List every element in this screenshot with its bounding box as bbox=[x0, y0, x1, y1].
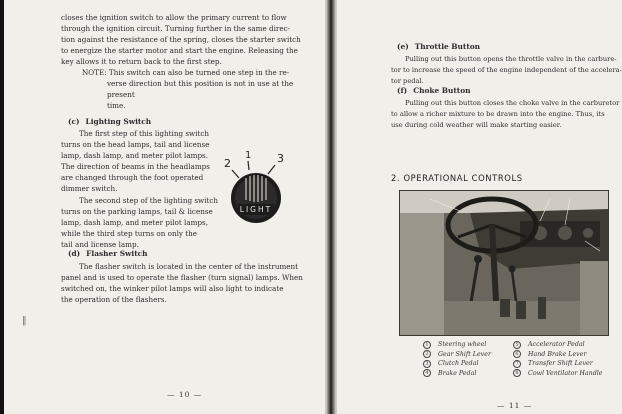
text-line: tor pedal. bbox=[391, 76, 424, 85]
text-line: tor to increase the speed of the engine independent of the accelera- bbox=[391, 65, 622, 74]
throttle-button-heading bbox=[397, 42, 480, 53]
legend-item bbox=[513, 369, 602, 379]
page-number-right: — 11 — bbox=[497, 401, 533, 410]
heading-label: (c) bbox=[68, 117, 80, 126]
heading-title: Throttle Button bbox=[414, 42, 481, 51]
legend-item bbox=[513, 359, 602, 369]
book-gutter bbox=[326, 0, 336, 414]
text-line: NOTE: This switch can also be turned one step in the re- bbox=[82, 68, 290, 77]
text-line: lamp, dash lamp, and meter pilot lamps, bbox=[61, 217, 209, 227]
heading-label: (f) bbox=[397, 86, 408, 95]
legend-label: Brake Pedal bbox=[438, 369, 477, 377]
text-line: tail and license lamp. bbox=[61, 239, 139, 249]
text-line: The second step of the lighting switch bbox=[79, 196, 219, 205]
legend-label: Cowl Ventilator Handle bbox=[528, 369, 603, 377]
legend-number: 3 bbox=[423, 360, 431, 368]
text-line: panel and is used to operate the flasher (turn signal) lamps. When bbox=[61, 272, 303, 282]
legend-label: Accelerator Pedal bbox=[528, 341, 585, 348]
lighting-paragraph-2 bbox=[61, 196, 219, 251]
legend-item bbox=[423, 359, 491, 369]
intro-paragraph bbox=[61, 13, 309, 68]
legend-label: Clutch Pedal bbox=[438, 360, 479, 368]
legend-label: Gear Shift Lever bbox=[438, 350, 491, 358]
choke-paragraph bbox=[391, 98, 622, 131]
heading-title: Lighting Switch bbox=[85, 117, 152, 126]
text-line: turns on the parking lamps, tail & license bbox=[61, 206, 213, 216]
choke-button-heading bbox=[397, 86, 471, 97]
flasher-paragraph bbox=[61, 262, 315, 306]
controls-legend-left bbox=[423, 340, 491, 378]
legend-number: 5 bbox=[513, 341, 521, 349]
heading-title: Choke Button bbox=[413, 86, 471, 95]
text-line: closes the ignition switch to allow the primary current to flow bbox=[61, 13, 287, 22]
legend-number: 4 bbox=[423, 369, 431, 377]
text-line: tion against the resistance of the spring, closes the starter switch bbox=[61, 34, 301, 44]
text-line: turns on the head lamps, tail and license bbox=[61, 139, 210, 149]
heading-title: Flasher Switch bbox=[86, 249, 148, 258]
page-number-left: — 10 — bbox=[167, 390, 203, 399]
text-line: Pulling out this button opens the throttle valve in the carbure- bbox=[405, 55, 617, 63]
text-line: The direction of beams in the headlamps bbox=[61, 161, 210, 171]
cab-interior-photo bbox=[399, 190, 609, 336]
legend-item bbox=[513, 340, 602, 350]
legend-item bbox=[423, 369, 491, 379]
text-line: dimmer switch. bbox=[61, 183, 118, 193]
legend-item bbox=[513, 350, 602, 360]
left-page bbox=[4, 0, 326, 414]
legend-item bbox=[423, 340, 491, 350]
text-line: to allow a richer mixture to be drawn into the engine. Thus, its bbox=[391, 109, 605, 118]
lighting-paragraph-1 bbox=[61, 129, 219, 194]
binding-mark: ‖ bbox=[22, 316, 27, 326]
legend-label: Steering wheel bbox=[438, 341, 487, 348]
dial-label: LIGHT bbox=[239, 205, 273, 214]
text-line: key allows it to return back to the first step. bbox=[61, 56, 222, 66]
text-line: switched on, the winker pilot lamps will also light to indicate bbox=[61, 283, 284, 293]
text-line: verse direction but this position is not in use at the present bbox=[107, 78, 294, 99]
dial-position-3: 3 bbox=[277, 152, 284, 165]
dial-position-2: 2 bbox=[224, 157, 231, 170]
section-title: 2. OPERATIONAL CONTROLS bbox=[391, 173, 523, 183]
legend-number: 2 bbox=[423, 350, 431, 358]
legend-label: Hand Brake Lever bbox=[528, 350, 587, 358]
text-line: use during cold weather will make starting easier. bbox=[391, 120, 562, 129]
note-paragraph bbox=[82, 68, 310, 112]
legend-number: 7 bbox=[513, 360, 521, 368]
text-line: time. bbox=[107, 100, 126, 110]
heading-label: (d) bbox=[68, 249, 81, 258]
text-line: through the ignition circuit. Turning further in the same direc- bbox=[61, 23, 291, 33]
dial-position-1: 1 bbox=[245, 150, 252, 161]
text-line: The first step of this lighting switch bbox=[79, 129, 210, 138]
legend-label: Transfer Shift Lever bbox=[528, 360, 593, 368]
text-line: lamp, dash lamp, and meter pilot lamps. bbox=[61, 150, 209, 160]
lighting-switch-heading bbox=[68, 117, 151, 128]
legend-number: 6 bbox=[513, 350, 521, 358]
legend-number: 1 bbox=[423, 341, 431, 349]
throttle-paragraph bbox=[391, 54, 622, 87]
flasher-switch-heading bbox=[68, 249, 148, 260]
light-switch-dial-illustration bbox=[222, 150, 294, 230]
controls-legend-right bbox=[513, 340, 602, 378]
text-line: The flasher switch is located in the center of the instrument bbox=[79, 262, 299, 271]
text-line: are changed through the foot operated bbox=[61, 172, 204, 182]
legend-number: 8 bbox=[513, 369, 521, 377]
text-line: the operation of the flashers. bbox=[61, 294, 167, 304]
text-line: to energize the starter motor and start the engine. Releasing the bbox=[61, 45, 298, 55]
text-line: Pulling out this button closes the choke valve in the carburetor bbox=[405, 99, 620, 107]
text-line: while the third step turns on only the bbox=[61, 228, 197, 238]
heading-label: (e) bbox=[397, 42, 409, 51]
legend-item bbox=[423, 350, 491, 360]
right-page bbox=[336, 0, 622, 414]
